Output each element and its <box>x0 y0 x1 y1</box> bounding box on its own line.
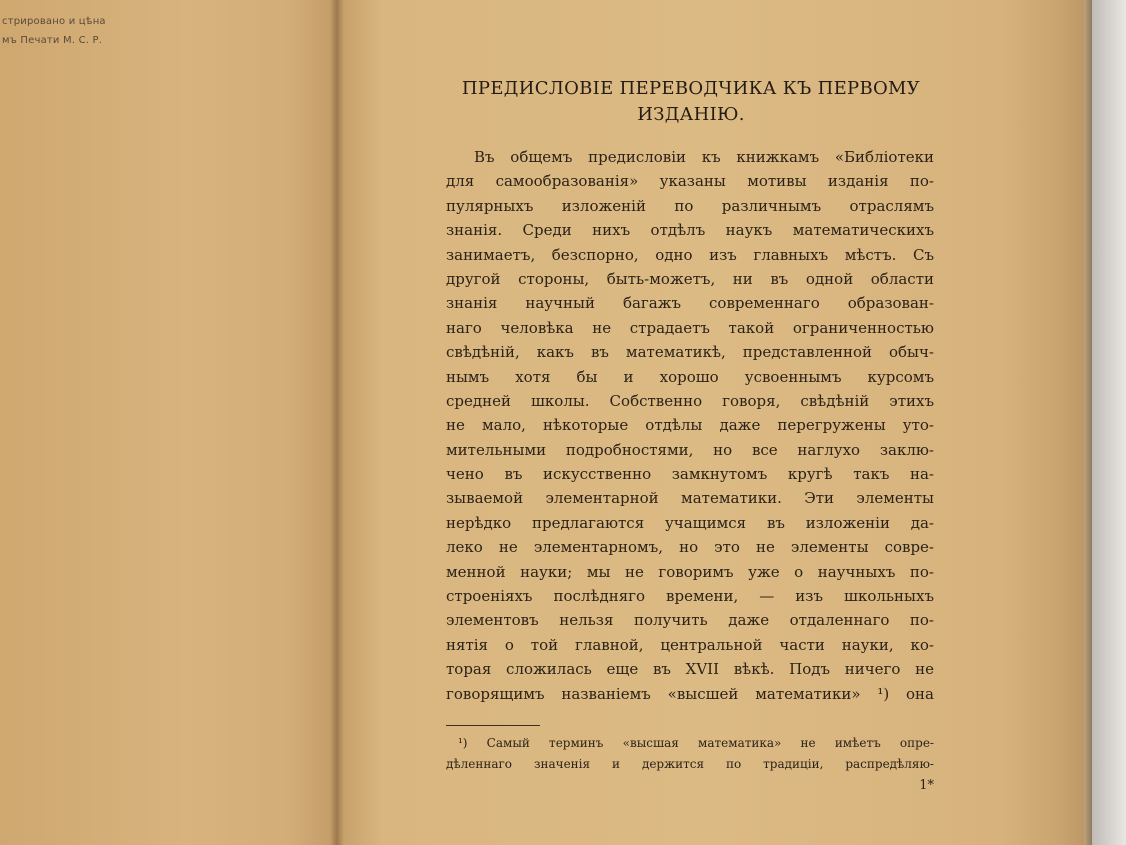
body-line: говорящимъ названіемъ «высшей математики» ¹) она <box>446 684 934 703</box>
body-line: Въ общемъ предисловіи къ книжкамъ «Библіотеки <box>474 148 934 166</box>
body-line: знанія. Среди нихъ отдѣлъ наукъ математическихъ <box>446 221 934 240</box>
body-line: свѣдѣній, какъ въ математикѣ, представленной обыч- <box>446 343 934 362</box>
body-line: другой стороны, быть-можетъ, ни въ одной области <box>446 269 934 288</box>
footnote-line: ¹) Самый терминъ «высшая математика» не имѣетъ опре- <box>458 736 934 750</box>
body-text <box>446 145 934 706</box>
body-line: элементовъ нельзя получить даже отдаленнаго по- <box>446 611 934 630</box>
imprint-text <box>2 12 142 50</box>
background <box>1086 0 1126 845</box>
imprint-line: мъ Печати М. С. Р. <box>2 35 103 46</box>
page-title <box>436 76 946 128</box>
title-line: ИЗДАНІЮ. <box>637 104 745 125</box>
body-line: занимаетъ, безспорно, одно изъ главныхъ мѣстъ. Съ <box>446 245 934 264</box>
body-line: нятія о той главной, центральной части науки, ко- <box>446 635 934 654</box>
footnotes <box>446 733 934 775</box>
body-line: зываемой элементарной математики. Эти элементы <box>446 489 934 508</box>
title-line: ПРЕДИСЛОВІЕ ПЕРЕВОДЧИКА КЪ ПЕРВОМУ <box>461 78 921 99</box>
body-line: мительными подробностями, но все наглухо заклю- <box>446 440 934 459</box>
footnote-line: дѣленнаго значенія и держится по традиціи, распредѣляю- <box>446 757 934 771</box>
body-line: нымъ хотя бы и хорошо усвоеннымъ курсомъ <box>446 367 934 386</box>
page-edges <box>1084 0 1092 845</box>
body-line: для самообразованія» указаны мотивы изданія по- <box>446 172 934 191</box>
body-line: леко не элементарномъ, но это не элементы совре- <box>446 538 934 557</box>
page-number: 1* <box>919 778 934 793</box>
body-line: средней школы. Собственно говоря, свѣдѣній этихъ <box>446 391 934 410</box>
body-line: менной науки; мы не говоримъ уже о научныхъ по- <box>446 562 934 581</box>
footnote-separator <box>446 725 540 726</box>
body-line: наго человѣка не страдаетъ такой ограниченностью <box>446 318 934 337</box>
body-line: не мало, нѣкоторые отдѣлы даже перегружены уто- <box>446 416 934 435</box>
body-line: чено въ искусственно замкнутомъ кругѣ такъ на- <box>446 465 934 484</box>
body-line: строеніяхъ послѣдняго времени, — изъ школьныхъ <box>446 587 934 606</box>
left-page <box>0 0 340 845</box>
book-gutter <box>330 0 344 845</box>
imprint-line: стрировано и цѣна <box>2 16 106 27</box>
body-line: торая сложилась еще въ XVII вѣкѣ. Подъ ничего не <box>446 660 934 679</box>
body-line: знанія научный багажъ современнаго образован- <box>446 294 934 313</box>
body-line: нерѣдко предлагаются учащимся въ изложеніи да- <box>446 513 934 532</box>
body-line: пулярныхъ изложеній по различнымъ отраслямъ <box>446 196 934 215</box>
